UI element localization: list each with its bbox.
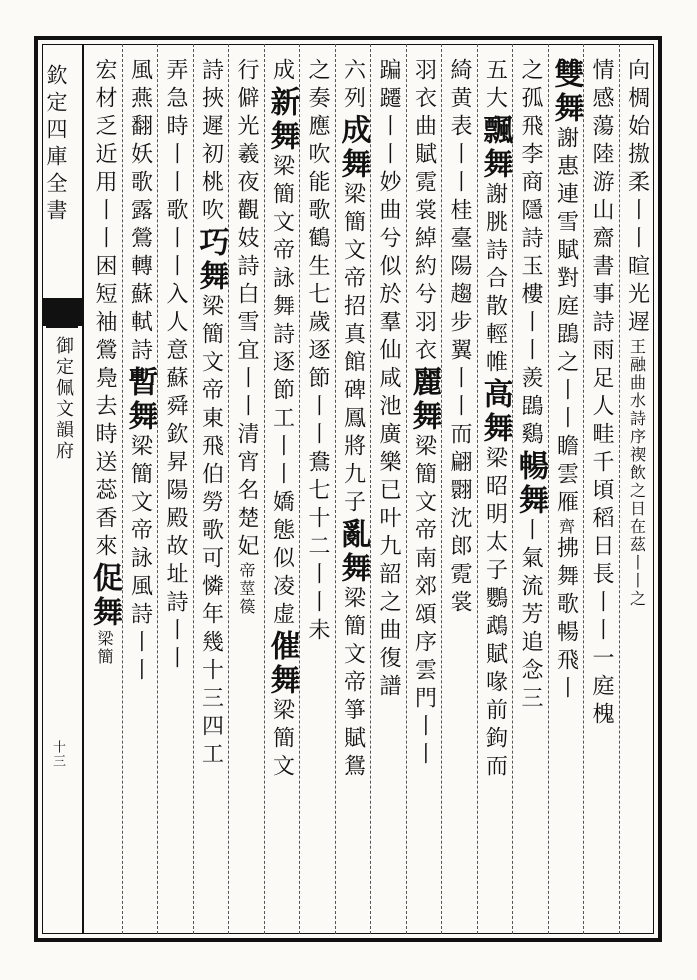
entry-heading: 催舞 bbox=[264, 630, 300, 698]
column-text: 謝朓詩合散輕帷 bbox=[482, 182, 508, 378]
column-text: 向椆始𢳆柔丨丨暄光遟 bbox=[624, 58, 650, 338]
column-text: 弄急時丨丨 bbox=[163, 58, 188, 198]
small-note: 王融曲水詩序禊飲之日在茲丨丨之 bbox=[627, 338, 647, 608]
column-text: 趨步翼丨丨而翩翾沈郎霓裳 bbox=[447, 282, 472, 618]
column-divider bbox=[583, 44, 584, 934]
page-number: 十三 bbox=[50, 740, 65, 768]
column-divider bbox=[264, 44, 265, 934]
column-divider bbox=[441, 44, 442, 934]
column-divider bbox=[228, 44, 229, 934]
column-text: 行 bbox=[234, 58, 259, 86]
column-text: 鴦七十二丨丨未 bbox=[305, 450, 330, 646]
column-divider bbox=[548, 44, 549, 934]
column-text: 梁簡文帝箏賦鴛 bbox=[340, 586, 366, 782]
column-text: 五大 bbox=[482, 58, 508, 114]
column-text: 梁昭明太子鸚鵡賦喙前鉤而 bbox=[482, 446, 508, 782]
column-text: 咸池廣樂已叶九韶之曲復譜 bbox=[376, 366, 401, 702]
book-subtitle: 御定佩文韻府 bbox=[53, 336, 74, 462]
column-text: 宏材乏近用丨丨困短袖 bbox=[92, 58, 117, 338]
column-text: 之孤飛李商隱詩玉樓丨丨羨鵾鷄 bbox=[518, 58, 543, 450]
entry-heading: 雙舞 bbox=[548, 58, 584, 126]
entry-heading: 新舞 bbox=[264, 86, 300, 154]
column-divider bbox=[512, 44, 513, 934]
column-text: 僻光羲夜觀妓詩白雪宜丨丨清宵名楚妃 bbox=[234, 86, 259, 562]
entry-heading: 麗舞 bbox=[406, 366, 442, 434]
column-text: 鶯鳧去時送蕊香來 bbox=[92, 338, 117, 562]
column-text: 情感蕩陸游山齋書事詩雨足人畦千頃稻日長丨丨一庭槐 bbox=[589, 58, 614, 730]
column-divider bbox=[157, 44, 158, 934]
entry-heading: 巧舞 bbox=[193, 226, 229, 294]
column-text: 梁簡文帝招真館碑鳳將九子 bbox=[340, 182, 366, 518]
column-text: 梁簡文帝詠舞詩逐節工丨丨嬌態似凌虚 bbox=[269, 154, 295, 630]
column-text: 丨氣流芳追念三 bbox=[518, 518, 543, 714]
column-divider bbox=[335, 44, 336, 934]
column-divider bbox=[619, 44, 620, 934]
entry-heading: 高舞 bbox=[477, 378, 513, 446]
entry-heading: 飄舞 bbox=[477, 114, 513, 182]
book-title: 欽定四庫全書 bbox=[44, 64, 68, 226]
entry-heading: 暢舞 bbox=[513, 450, 548, 518]
column-text: 羽衣曲賦霓裳綽約兮羽衣 bbox=[411, 58, 437, 366]
column-text: 梁簡文 bbox=[269, 698, 295, 782]
column-text: 梁簡文帝東飛伯勞歌可憐年幾十三四工 bbox=[198, 294, 224, 770]
column-divider bbox=[477, 44, 478, 934]
column-text: 謝惠連雪賦對庭鵾之丨丨瞻雲雁 bbox=[553, 126, 579, 518]
entry-heading: 亂舞 bbox=[335, 518, 371, 586]
column-text: 成 bbox=[269, 58, 295, 86]
column-text: 表丨丨桂臺陽 bbox=[447, 114, 472, 282]
column-text: 蹁躚丨丨妙曲兮似於羣仙 bbox=[376, 58, 401, 366]
column-divider bbox=[299, 44, 300, 934]
column-text: 綺黄 bbox=[447, 58, 472, 114]
column-text: 詩挾遲初桃吹 bbox=[198, 58, 224, 226]
entry-heading: 成舞 bbox=[335, 114, 371, 182]
column-divider bbox=[193, 44, 194, 934]
column-text: 應吹能歌鶴生七歲逐節丨丨 bbox=[305, 114, 330, 450]
column-text: 之奏 bbox=[305, 58, 330, 114]
text-column bbox=[83, 58, 125, 928]
fish-tail-mark bbox=[42, 298, 82, 326]
small-note: 帝莖篌 bbox=[237, 562, 256, 616]
column-divider bbox=[406, 44, 407, 934]
small-note: 齊 bbox=[556, 518, 576, 536]
column-text: 風燕翻妖歌露鶯轉蘇軾詩 bbox=[127, 58, 153, 366]
column-text: 梁簡文帝詠風詩丨丨 bbox=[127, 434, 153, 686]
entry-heading: 促舞 bbox=[87, 562, 122, 630]
column-text: 六列 bbox=[340, 58, 366, 114]
column-divider bbox=[370, 44, 371, 934]
entry-heading: 暫舞 bbox=[122, 366, 158, 434]
column-text: 歌丨丨入人意蘇舜欽昇陽殿故址詩丨丨 bbox=[163, 198, 188, 674]
small-note: 梁簡 bbox=[95, 630, 114, 666]
column-text: 拂舞歌暢飛丨 bbox=[553, 536, 579, 704]
column-text: 梁簡文帝南郊頌序雲門丨丨 bbox=[411, 434, 437, 770]
column-divider bbox=[122, 44, 123, 934]
